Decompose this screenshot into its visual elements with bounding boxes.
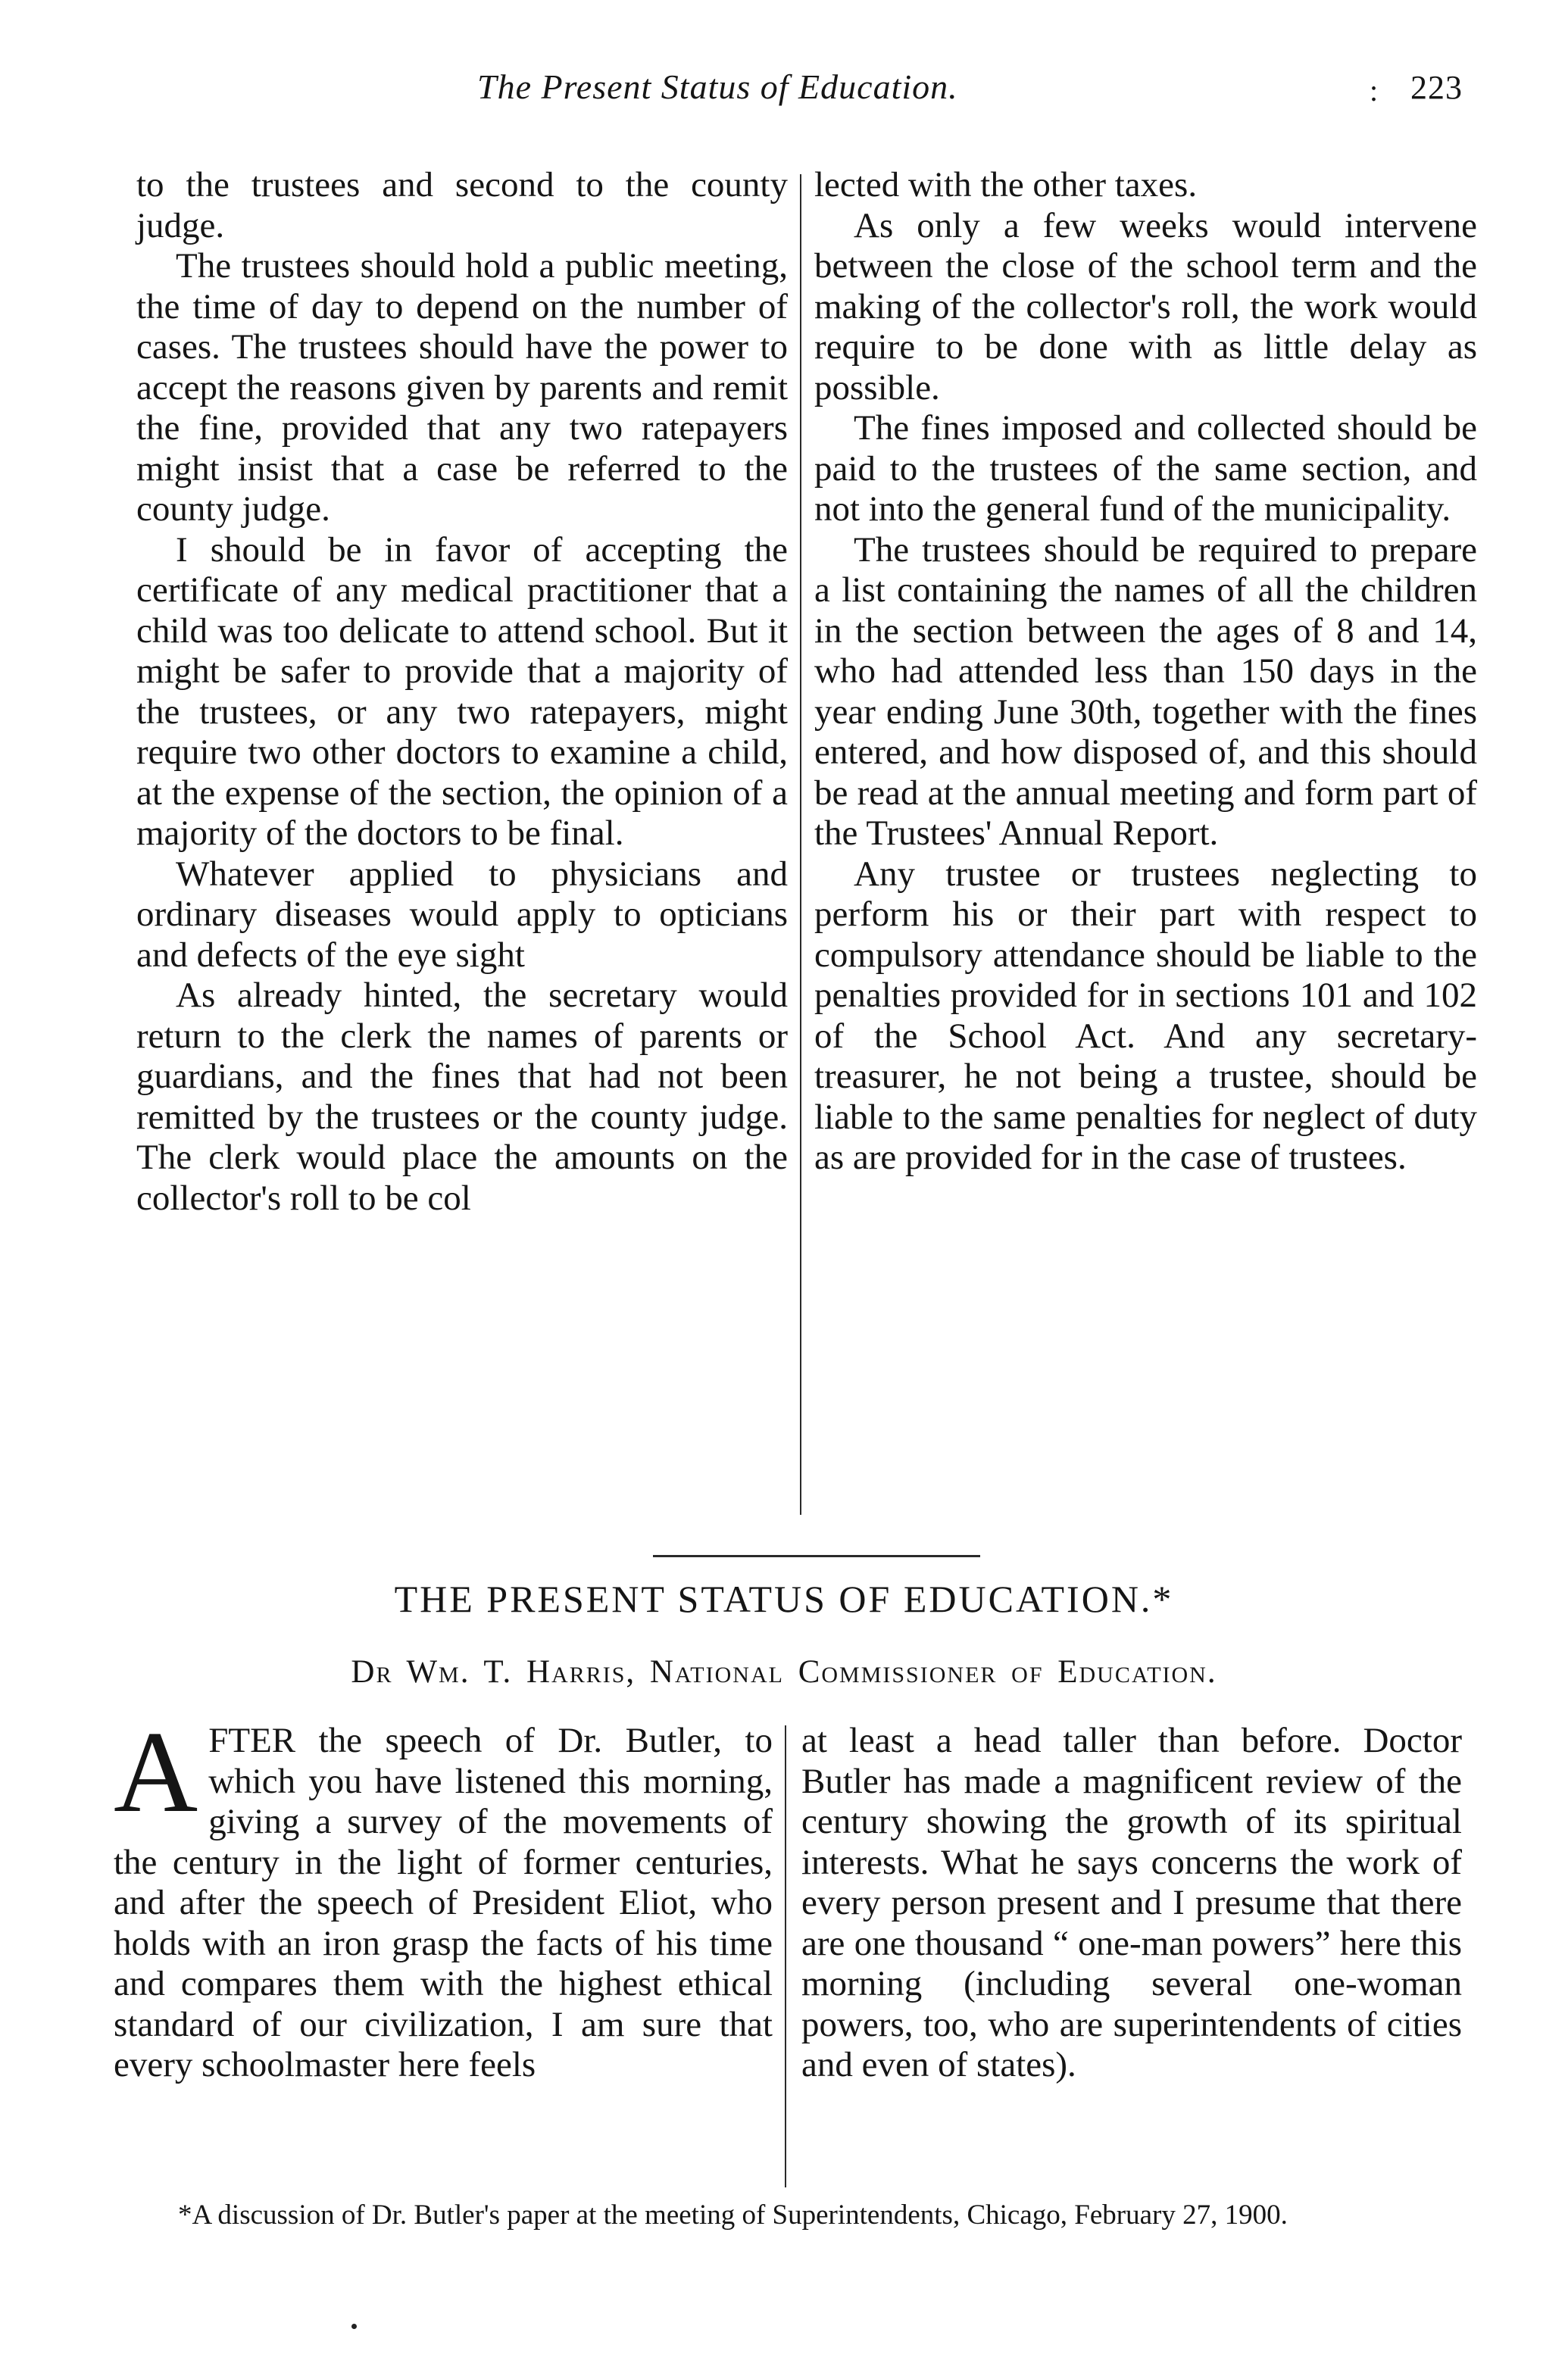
paragraph: Whatever applied to physicians and ordinary diseases would apply to opticians and defects of the eye sight xyxy=(136,854,788,975)
paragraph: Any trustee or trustees neglecting to perform his or their part with respect to compulsory attendance should be liable to the penalties provided for in sections 101 and 102 of the School Act. And any secretary-treasurer, he not being a trustee, should be liable to the same penalties for neglect of duty as are provided for in the case of trustees. xyxy=(814,854,1477,1177)
paragraph: The trustees should hold a public meeting, the time of day to depend on the number of cases. The trustees should have the power to accept the reasons given by parents and remit the fine, provided that any two ratepayers might insist that a case be referred to the county judge. xyxy=(136,246,788,529)
paragraph: to the trustees and second to the county judge. xyxy=(136,165,788,245)
column-divider xyxy=(800,174,801,1515)
paragraph: As only a few weeks would intervene between the close of the school term and the making of the collector's roll, the work would require to be done with as little delay as possible. xyxy=(814,205,1477,407)
drop-cap: A xyxy=(114,1708,198,1837)
paragraph: lected with the other taxes. xyxy=(814,165,1198,205)
running-title: The Present Status of Education. xyxy=(477,67,958,106)
author-byline: Dr Wm. T. Harris, National Commissioner of Education. xyxy=(351,1654,1217,1690)
article-left-column xyxy=(114,1708,773,2086)
paragraph: The fines imposed and collected should be paid to the trustees of the same section, and not into the general fund of the municipality. xyxy=(814,408,1477,529)
page-number: 223 xyxy=(1410,69,1463,106)
article-right-column xyxy=(801,1721,1462,2086)
paragraph: I should be in favor of accepting the certificate of any medical practitioner that a child was too delicate to attend school. But it might be safer to provide that a majority of the trustees, or any two ratepayers, might require two other doctors to examine a child, at the expense of the section, the opinion of a majority of the doctors to be final. xyxy=(136,529,788,853)
ink-speck xyxy=(351,2324,357,2329)
continued-left-column xyxy=(136,165,788,1219)
footnote: *A discussion of Dr. Butler's paper at the meeting of Superintendents, Chicago, February 27, 1900. xyxy=(178,2200,1288,2231)
column-divider xyxy=(785,1725,786,2187)
paragraph: The trustees should be required to prepare a list containing the names of all the children in the section between the ages of 8 and 14, who had attended less than 150 days in the year ending June 30th, together with the fines entered, and how disposed of, and this should be read at the annual meeting and form part of the Trustees' Annual Report. xyxy=(814,529,1477,853)
section-rule xyxy=(653,1555,980,1557)
paragraph: at least a head taller than before. Doctor Butler has made a magnificent review of the century showing the growth of its spiritual interests. What he says concerns the work of every person present and I presume that there are one thousand “ one-man powers” here this morning (including several one-woman powers, too, who are superintendents of cities and even of states). xyxy=(801,1721,1462,2084)
running-head xyxy=(0,67,1485,120)
article-title: THE PRESENT STATUS OF EDUCATION.* xyxy=(394,1578,1174,1620)
continued-right-column xyxy=(814,165,1477,1179)
running-mark: : xyxy=(1370,73,1379,108)
paragraph: FTER the speech of Dr. Butler, to which you have listened this morning, giving a survey of the movements of the century in the light of former centuries, and after the speech of President Eliot, who holds with an iron grasp the facts of his time and compares them with the highest ethical standard of our civilization, I am sure that every schoolmaster here feels xyxy=(114,1721,773,2084)
paragraph: As already hinted, the secretary would return to the clerk the names of parents or guardians, and the fines that had not been remitted by the trustees or the county judge. The clerk would place the amounts on the collector's roll to be col xyxy=(136,976,788,1218)
